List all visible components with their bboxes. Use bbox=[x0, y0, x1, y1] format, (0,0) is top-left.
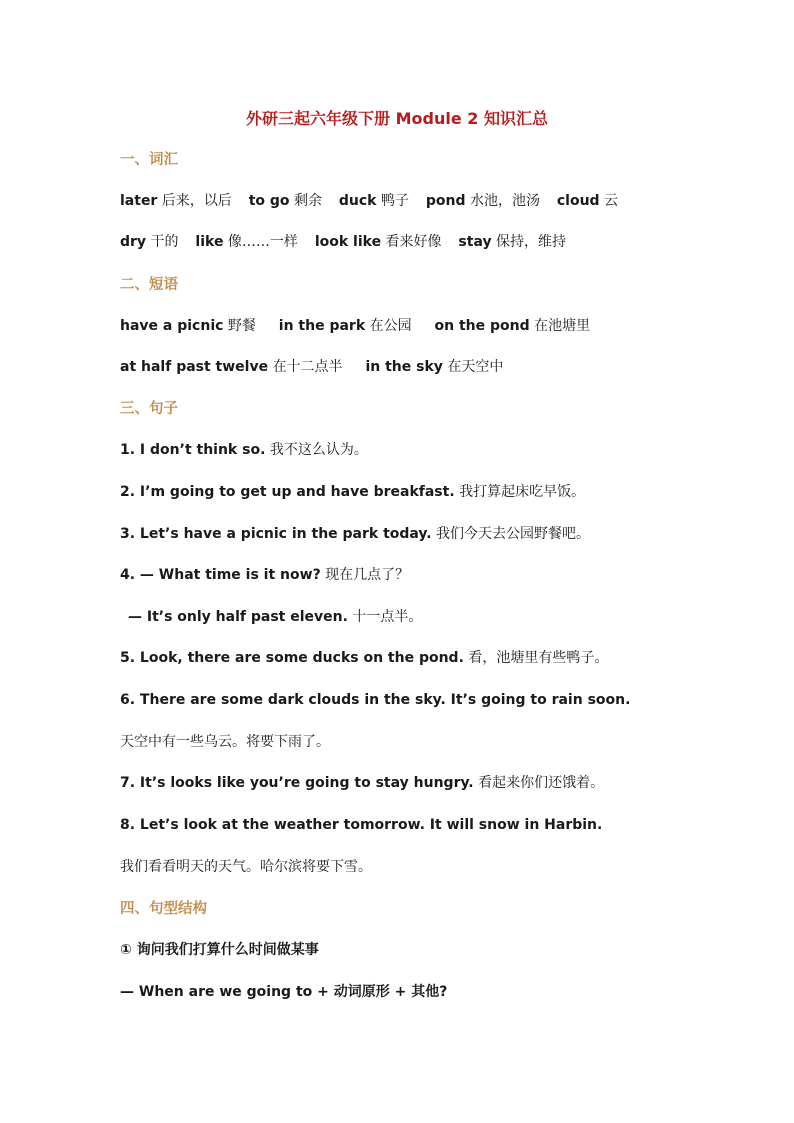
sentence-line: 8. Let’s look at the weather tomorrow. It will snow in Harbin. bbox=[120, 817, 603, 833]
sentence-line: 7. It’s looks like you’re going to stay hungry. 看起来你们还饿着。 bbox=[120, 775, 605, 791]
sentence-line: 我们看看明天的天气。哈尔滨将要下雪。 bbox=[120, 859, 372, 875]
phrase-zh: 在天空中 bbox=[447, 359, 504, 375]
phrase-en: in the park bbox=[278, 318, 366, 334]
vocab-zh: 水池，池汤 bbox=[469, 193, 540, 209]
phrase-zh: 野餐 bbox=[227, 318, 256, 334]
vocab-zh: 像……一样 bbox=[227, 234, 298, 250]
vocab-en: later bbox=[120, 193, 158, 209]
vocab-en: stay bbox=[458, 234, 492, 250]
sentence-line: 4. — What time is it now? 现在几点了？ bbox=[120, 567, 410, 583]
sentence-line: 5. Look, there are some ducks on the pond. 看，池塘里有些鸭子。 bbox=[120, 650, 609, 666]
phrase-zh: 在公园 bbox=[369, 318, 412, 334]
sentence-line: 2. I’m going to get up and have breakfast. 我打算起床吃早饭。 bbox=[120, 484, 586, 500]
phrase-line-1 bbox=[120, 315, 590, 337]
vocab-zh: 保持，维持 bbox=[496, 234, 567, 250]
vocab-zh: 看来好像 bbox=[385, 234, 442, 250]
vocab-en: like bbox=[195, 234, 224, 250]
phrase-zh: 在十二点半 bbox=[272, 359, 343, 375]
sentence-line: 3. Let’s have a picnic in the park today. 我们今天去公园野餐吧。 bbox=[120, 526, 591, 542]
vocab-en: pond bbox=[425, 193, 466, 209]
vocab-en: look like bbox=[314, 234, 382, 250]
vocab-zh: 干的 bbox=[150, 234, 179, 250]
vocab-line-2 bbox=[120, 231, 566, 253]
vocab-en: to go bbox=[248, 193, 290, 209]
sentence-line: — It’s only half past eleven. 十一点半。 bbox=[128, 609, 423, 625]
phrase-en: have a picnic bbox=[120, 318, 224, 334]
phrase-zh: 在池塘里 bbox=[534, 318, 591, 334]
vocab-zh: 后来，以后 bbox=[161, 193, 232, 209]
vocab-line-1 bbox=[120, 190, 618, 212]
section-heading-phrases: 二、短语 bbox=[120, 277, 178, 293]
page-title: 外研三起六年级下册 Module 2 知识汇总 bbox=[246, 109, 548, 128]
section-heading-structures: 四、句型结构 bbox=[120, 901, 207, 917]
sentence-line: 天空中有一些乌云。将要下雨了。 bbox=[120, 734, 330, 750]
vocab-en: cloud bbox=[556, 193, 600, 209]
vocab-en: dry bbox=[120, 234, 147, 250]
phrase-line-2 bbox=[120, 356, 503, 378]
vocab-zh: 云 bbox=[604, 193, 619, 209]
structure-item-1: ① 询问我们打算什么时间做某事 bbox=[120, 942, 319, 958]
phrase-en: on the pond bbox=[434, 318, 530, 334]
vocab-zh: 鸭子 bbox=[380, 193, 409, 209]
section-heading-vocabulary: 一、词汇 bbox=[120, 152, 178, 168]
section-heading-sentences: 三、句子 bbox=[120, 401, 178, 417]
sentence-line: 6. There are some dark clouds in the sky. It’s going to rain soon. bbox=[120, 692, 631, 708]
vocab-en: duck bbox=[338, 193, 377, 209]
phrase-en: at half past twelve bbox=[120, 359, 269, 375]
sentence-line: 1. I don’t think so. 我不这么认为。 bbox=[120, 442, 368, 458]
vocab-zh: 剩余 bbox=[293, 193, 322, 209]
phrase-en: in the sky bbox=[365, 359, 443, 375]
structure-item-2: — When are we going to + 动词原形 + 其他? bbox=[120, 984, 448, 1000]
